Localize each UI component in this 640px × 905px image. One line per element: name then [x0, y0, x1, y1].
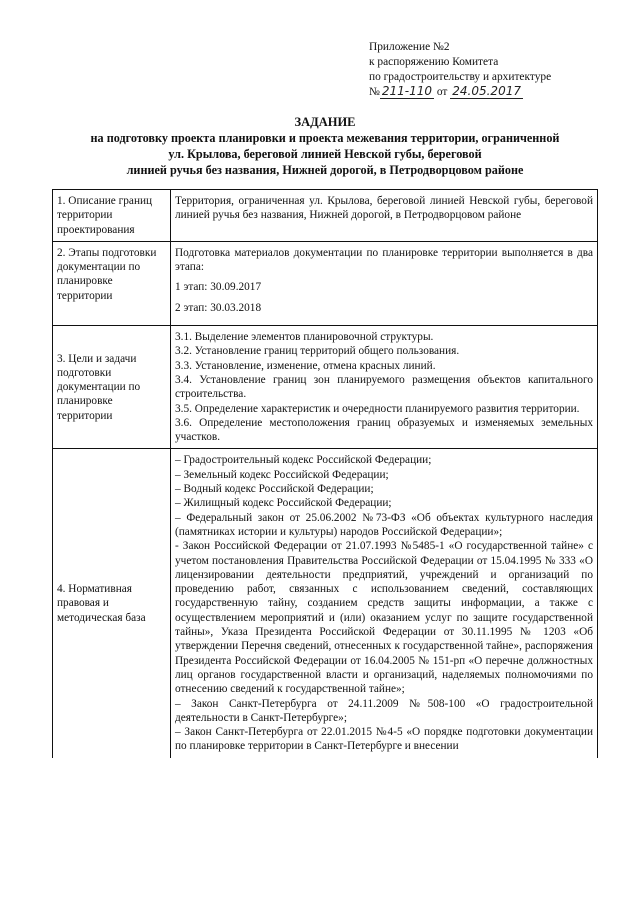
title-line-3: линией ручья без названия, Нижней дорогой, в Петродворцовом районе — [126, 163, 524, 177]
stage-1: 1 этап: 30.09.2017 — [175, 281, 262, 294]
list-item: – Закон Санкт-Петербурга от 24.11.2009 №508-100 «О градостроительной деятельности в Санкт-Петербурге»; — [175, 697, 593, 724]
list-item: – Земельный кодекс Российской Федерации; — [175, 468, 389, 481]
handwritten-date: 24.05.2017 — [452, 84, 521, 98]
table-row — [53, 241, 598, 325]
row-content — [171, 326, 598, 449]
list-item: 3.1. Выделение элементов планировочной структуры. — [175, 331, 434, 344]
appendix-title: Приложение №2 — [369, 41, 450, 53]
appendix-order-line: к распоряжению Комитета — [369, 56, 499, 68]
list-item: – Водный кодекс Российской Федерации; — [175, 483, 374, 496]
appendix-number-line — [369, 85, 631, 100]
list-item: 3.6. Определение местоположения границ образуемых и изменяемых земельных участков. — [175, 416, 593, 444]
number-prefix: № — [369, 86, 380, 98]
title-line-2: ул. Крылова, береговой линией Невской губы, береговой — [168, 147, 482, 161]
row-content — [171, 449, 598, 758]
table-row — [53, 190, 598, 242]
list-item: 3.3. Установление, изменение, отмена красных линий. — [175, 359, 436, 372]
row-content — [171, 241, 598, 325]
list-item: 3.4. Установление границ зон планируемого размещения объектов капитального строительства. — [175, 373, 593, 401]
title-heading: ЗАДАНИЕ — [294, 115, 356, 129]
list-item: - Закон Российской Федерации от 21.07.1993 №5485-1 «О государственной тайне» с учетом постановления Правительства Российской Федерации от 15.04.1995 № 333 «О лицензировании деятельности предприятий, учреждений и организаций по проведению работ, связанных с использованием сведений, составляющих государственную тайну, созданием средств защиты информации, а также с осуществлением мероприятий и (или) оказанием услуг по защите государственной тайны», Указа Президента Российской Федерации от 30.11.1995 № 1203 «Об утверждении Перечня сведений, отнесенных к государственной тайне», распоряжения Президента Российской Федерации от 16.04.2005 № 151-рп «О перечне должностных лиц органов государственной власти и организаций, наделяемых полномочиями по отнесению сведений к государственной тайне»; — [175, 540, 593, 696]
appendix-block — [369, 40, 631, 100]
list-item: – Градостроительный кодекс Российской Федерации; — [175, 454, 432, 467]
stages-intro: Подготовка материалов документации по планировке территории выполняется в два этапа: — [175, 246, 593, 274]
row-label: 2. Этапы подготовки документации по планировке территории — [53, 241, 171, 325]
list-item: – Федеральный закон от 25.06.2002 №73-ФЗ «Об объектах культурного наследия (памятниках истории и культуры) народов Российской Федерации»; — [175, 511, 593, 538]
title-line-1: на подготовку проекта планировки и проекта межевания территории, ограниченной — [90, 131, 560, 145]
list-item: 3.5. Определение характеристик и очередности планируемого развития территории. — [175, 402, 580, 415]
list-item: 3.2. Установление границ территорий общего пользования. — [175, 345, 460, 358]
list-item: – Жилищный кодекс Российской Федерации; — [175, 497, 392, 510]
table-row — [53, 326, 598, 449]
appendix-committee-line: по градостроительству и архитектуре — [369, 71, 552, 83]
handwritten-number: 211-110 — [381, 84, 433, 98]
row-label: 1. Описание границ территории проектирования — [53, 190, 171, 242]
row-label: 3. Цели и задачи подготовки документации по планировке территории — [53, 326, 171, 449]
row-label: 4. Нормативная правовая и методическая база — [53, 449, 171, 758]
table-row — [53, 449, 598, 758]
task-table — [52, 189, 598, 758]
row-content: Территория, ограниченная ул. Крылова, береговой линией Невской губы, береговой линией ручья без названия, Нижней дорогой, в Петродворцовом районе — [171, 190, 598, 242]
list-item: – Закон Санкт-Петербурга от 22.01.2015 №4-5 «О порядке подготовки документации по планировке территории в Санкт-Петербурге и внесении — [175, 726, 593, 753]
date-prefix: от — [436, 86, 448, 98]
task-title — [40, 114, 610, 178]
stage-2: 2 этап: 30.03.2018 — [175, 301, 262, 314]
